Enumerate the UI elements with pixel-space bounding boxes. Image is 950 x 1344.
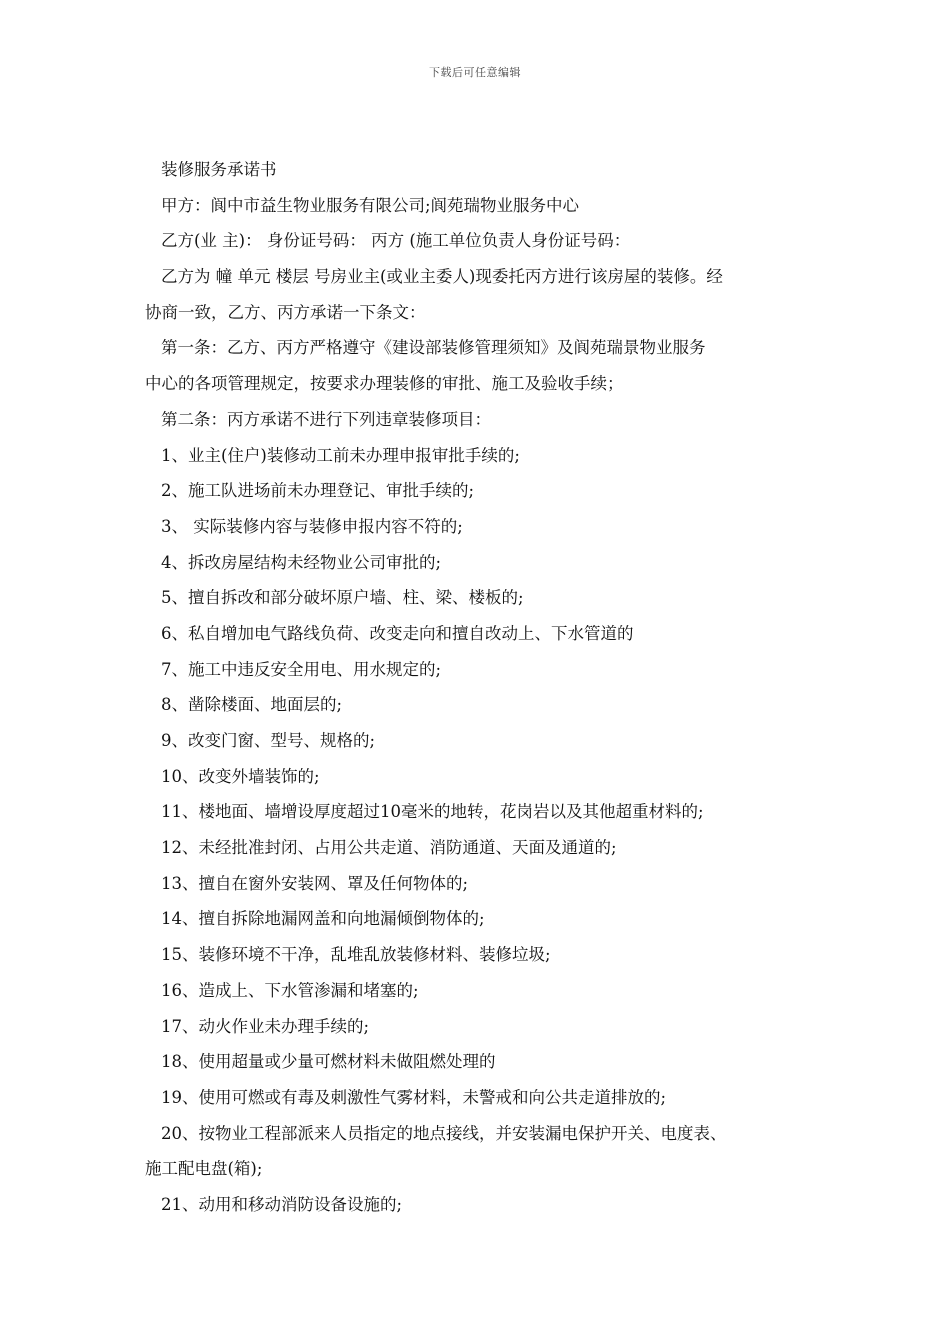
list-item: 5、擅自拆改和部分破坏原户墙、柱、梁、楼板的;	[161, 588, 524, 608]
list-item: 6、私自增加电气路线负荷、改变走向和擅自改动上、下水管道的	[161, 623, 634, 643]
intro-paragraph-line-1: 乙方为 幢 单元 楼层 号房业主(或业主委人)现委托丙方进行该房屋的装修。经	[161, 267, 723, 287]
article-1-line-1: 第一条：乙方、丙方严格遵守《建设部装修管理须知》及阆苑瑞景物业服务	[161, 338, 706, 358]
list-item: 3、 实际装修内容与装修申报内容不符的;	[161, 516, 463, 536]
document-body	[145, 152, 825, 1223]
party-b-c-line: 乙方(业 主)： 身份证号码： 丙方 (施工单位负责人身份证号码：	[161, 231, 631, 251]
list-item: 19、使用可燃或有毒及刺激性气雾材料，未警戒和向公共走道排放的;	[161, 1087, 667, 1107]
list-item: 14、擅自拆除地漏网盖和向地漏倾倒物体的;	[161, 909, 485, 929]
list-item: 15、装修环境不干净，乱堆乱放装修材料、装修垃圾;	[161, 945, 551, 965]
list-item: 13、擅自在窗外安装网、罩及任何物体的;	[161, 873, 469, 893]
item-21: 21、动用和移动消防设备设施的;	[161, 1194, 403, 1214]
article-1-line-2: 中心的各项管理规定，按要求办理装修的审批、施工及验收手续；	[145, 374, 624, 394]
list-item: 12、未经批准封闭、占用公共走道、消防通道、天面及通道的;	[161, 838, 617, 858]
list-item: 1、业主(住户)装修动工前未办理申报审批手续的;	[161, 445, 520, 465]
list-item: 4、拆改房屋结构未经物业公司审批的;	[161, 552, 442, 572]
page-header: 下载后可任意编辑	[429, 66, 521, 79]
list-item: 16、造成上、下水管渗漏和堵塞的;	[161, 980, 419, 1000]
item-20-line-2: 施工配电盘(箱);	[145, 1159, 263, 1179]
list-item: 8、凿除楼面、地面层的;	[161, 695, 343, 715]
list-item: 17、动火作业未办理手续的;	[161, 1016, 370, 1036]
list-item: 18、使用超量或少量可燃材料未做阻燃处理的	[161, 1052, 496, 1072]
intro-paragraph-line-2: 协商一致，乙方、丙方承诺一下条文：	[145, 302, 426, 322]
list-item: 2、施工队进场前未办理登记、审批手续的;	[161, 481, 475, 501]
item-20-line-1: 20、按物业工程部派来人员指定的地点接线，并安装漏电保护开关、电度表、	[161, 1123, 727, 1143]
list-item: 10、改变外墙装饰的;	[161, 766, 320, 786]
list-item: 11、楼地面、墙增设厚度超过10毫米的地转，花岗岩以及其他超重材料的;	[161, 802, 704, 822]
article-2-heading: 第二条：丙方承诺不进行下列违章装修项目：	[161, 409, 491, 429]
party-a-line: 甲方：阆中市益生物业服务有限公司;阆苑瑞物业服务中心	[161, 195, 580, 215]
document-title: 装修服务承诺书	[161, 160, 277, 179]
list-item: 9、改变门窗、型号、规格的;	[161, 731, 376, 750]
list-item: 7、施工中违反安全用电、用水规定的;	[161, 659, 442, 679]
